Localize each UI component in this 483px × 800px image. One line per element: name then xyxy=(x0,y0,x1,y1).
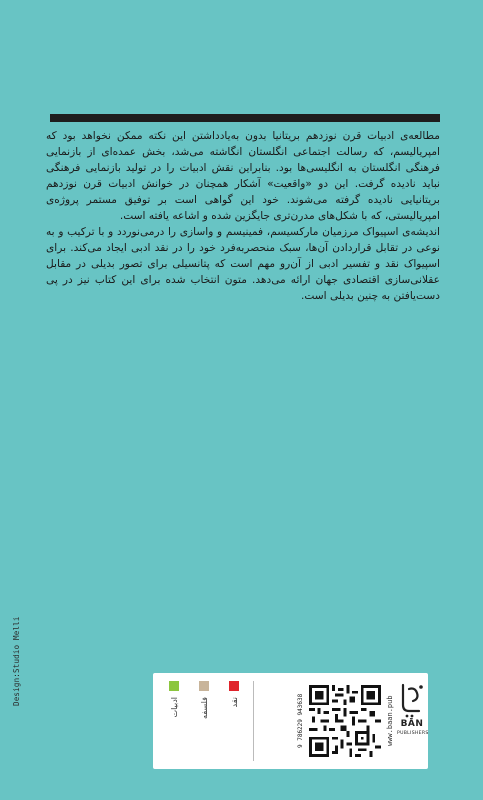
back-cover-blurb xyxy=(46,128,440,304)
subject-swatch-red xyxy=(229,681,239,691)
blurb-paragraph-2: اندیشه‌ی اسپیواک مرزمیان مارکسیسم، فمینیسم و واسازی را درمی‌نوردد و با ترکیب و به نوعی در تقابل قراردادن آن‌ها، سبک منحصربه‌فرد خود را در نقد ادبی ایجاد می‌کند. برای اسپیواک نقد و تفسیر ادبی از آن‌رو مهم است که پتانسیلی برای تصور بدیلی در مقابل عقلانی‌سازی اقتصادی جهان ارائه می‌دهد. متون انتخاب شده برای این کتاب نیز در پی دست‌یافتن به چنین بدیلی است. xyxy=(46,226,440,302)
panel-divider xyxy=(253,681,254,761)
subject-tag-literature xyxy=(167,681,181,761)
blurb-paragraph-1: مطالعه‌ی ادبیات قرن نوزدهم بریتانیا بدون به‌یادداشتن این نکته ممکن نخواهد بود که امپریالیسم، که رسالت اجتماعی انگلستان انگاشته می‌شد، بخش عمده‌ای از بازنمایی فرهنگی انگلستان به انگلیسی‌ها بود. بنابراین نقش ادبیات را در تولید بازنمایی فرهنگی نباید نادیده گرفت. این دو «واقعیت» آشکار همچنان در خوانش ادبیات قرن نوزدهم بریتانیایی نادیده گرفته می‌شوند. خود این گواهی است بر توفیق مستمر پروژه‌ی امپریالیستی، که با شکل‌های مدرن‌تری جایگزین شده و اشاعه یافته است. xyxy=(46,130,440,222)
publisher-name: BĀN xyxy=(400,719,424,729)
publisher-logo xyxy=(397,677,427,765)
subject-swatch-beige xyxy=(199,681,209,691)
isbn-number: 9 786229 943638 xyxy=(297,693,304,749)
design-credit: Design:Studio Melli xyxy=(12,616,21,706)
subject-label: ادبیات xyxy=(169,697,179,718)
top-rule xyxy=(50,114,440,122)
subject-swatch-green xyxy=(169,681,179,691)
logo-mark-icon xyxy=(397,679,427,719)
subject-label: نقد xyxy=(229,697,239,708)
publisher-website[interactable]: www.baan.pub xyxy=(386,695,394,747)
subject-tag-criticism xyxy=(227,681,241,761)
isbn-barcode xyxy=(293,681,309,761)
qr-code[interactable] xyxy=(309,685,381,757)
publisher-tagline: PUBLISHERS xyxy=(397,731,429,736)
subject-tag-philosophy xyxy=(197,681,211,761)
subject-label: فلسفه xyxy=(199,697,209,719)
publisher-panel xyxy=(153,673,428,769)
